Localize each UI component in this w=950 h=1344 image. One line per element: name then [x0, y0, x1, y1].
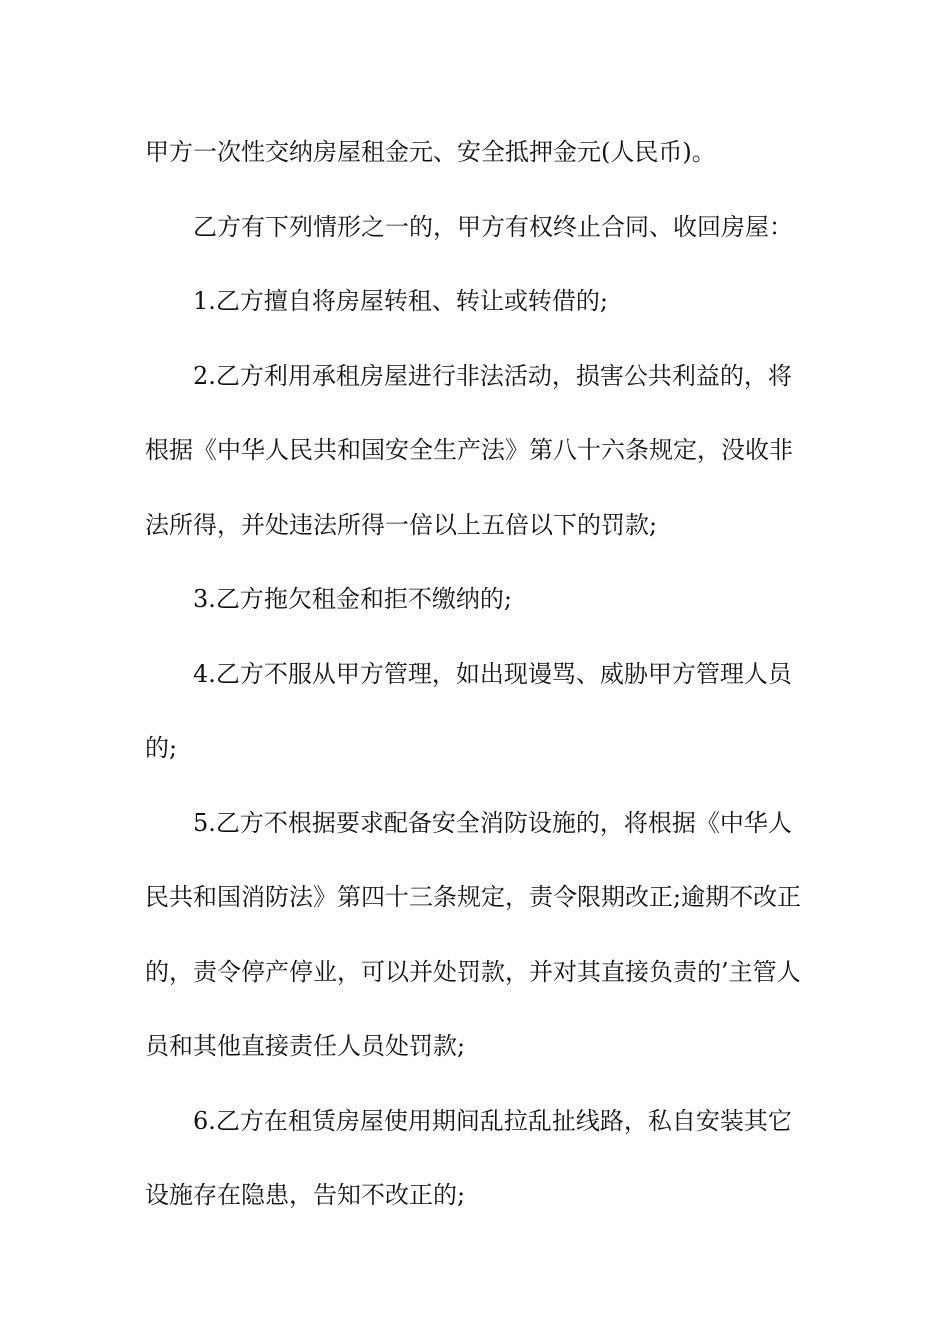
list-item-1: 1.乙方擅自将房屋转租、转让或转借的;	[193, 287, 608, 315]
text-line: 的;	[145, 734, 178, 762]
text-line: 法所得，并处违法所得一倍以上五倍以下的罚款;	[145, 510, 658, 539]
text-line: 民共和国消防法》第四十三条规定，责令限期改正;逾期不改正	[145, 883, 802, 911]
list-item-5: 5.乙方不根据要求配备安全消防设施的，将根据《中华人	[193, 808, 792, 837]
list-item-6: 6.乙方在租赁房屋使用期间乱拉乱扯线路，私自安装其它	[193, 1106, 792, 1135]
paragraph-first-line: 乙方有下列情形之一的，甲方有权终止合同、收回房屋：	[193, 212, 793, 241]
text-line: 设施存在隐患，告知不改正的;	[145, 1181, 466, 1209]
list-item-3: 3.乙方拖欠租金和拒不缴纳的;	[193, 585, 512, 613]
text-line: 根据《中华人民共和国安全生产法》第八十六条规定，没收非	[145, 436, 793, 464]
list-item-2: 2.乙方利用承租房屋进行非法活动，损害公共利益的，将	[193, 361, 792, 390]
text-line: 员和其他直接责任人员处罚款;	[145, 1032, 466, 1060]
text-line: 甲方一次性交纳房屋租金元、安全抵押金元(人民币)。	[145, 138, 716, 166]
document-body	[145, 128, 810, 1246]
list-item-4: 4.乙方不服从甲方管理，如出现谩骂、威胁甲方管理人员	[193, 659, 792, 688]
text-line: 的，责令停产停业，可以并处罚款，并对其直接负责的’主管人	[145, 957, 801, 986]
